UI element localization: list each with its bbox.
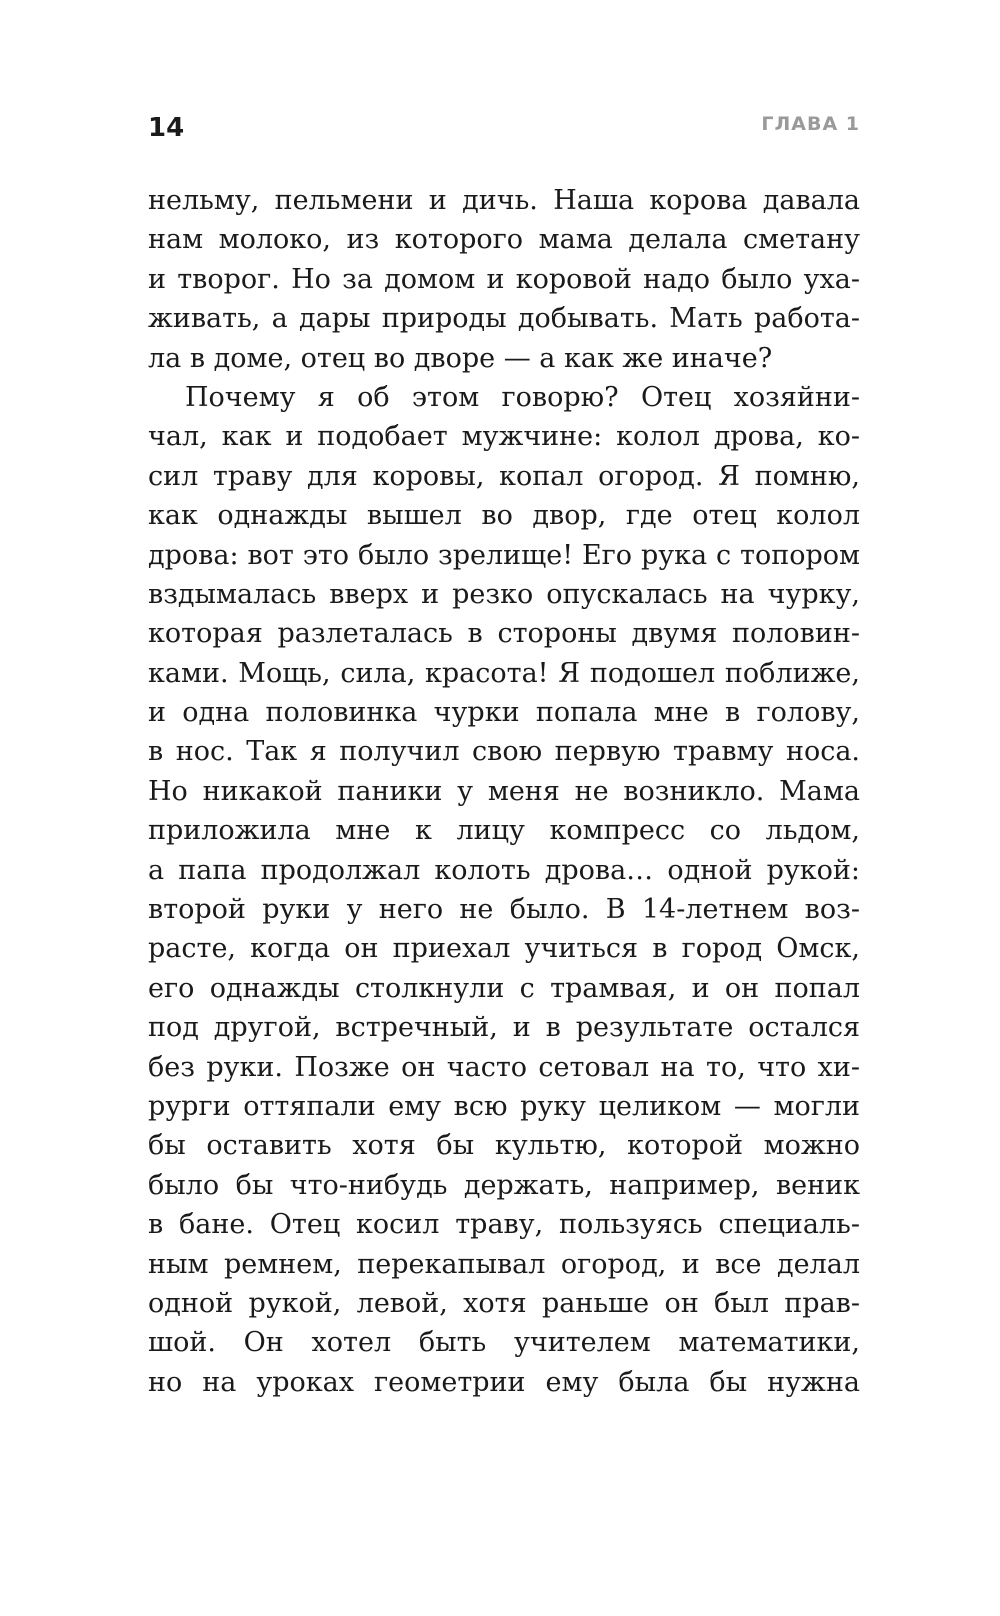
paragraph [148,181,860,378]
paragraph [148,378,860,1402]
text-line: сил траву для коровы, копал огород. Я помню, [148,460,860,492]
text-line: приложила мне к лицу компресс со льдом, [148,815,860,847]
text-line: живать, а дары природы добывать. Мать работа- [148,303,860,335]
text-line: Но никакой паники у меня не возникло. Мама [148,775,860,807]
text-line: ками. Мощь, сила, красота! Я подошел поближе, [148,657,860,689]
text-line: рурги оттяпали ему всю руку целиком — могли [148,1090,860,1122]
text-line: нам молоко, из которого мама делала сметану [148,224,860,256]
text-line: которая разлеталась в стороны двумя половин- [148,618,860,650]
text-line: дрова: вот это было зрелище! Его рука с топором [148,539,860,571]
text-line: было бы что-нибудь держать, например, веник [148,1169,860,1201]
body-text [148,181,860,1402]
page-number: 14 [148,113,185,143]
text-line: бы оставить хотя бы культю, которой можно [148,1130,860,1162]
text-line: а папа продолжал колоть дрова… одной рукой: [148,854,860,886]
chapter-label: ГЛАВА 1 [761,113,860,135]
text-line: вздымалась вверх и резко опускалась на чурку, [148,578,860,610]
text-line: расте, когда он приехал учиться в город Омск, [148,933,860,965]
text-line: ла в доме, отец во дворе — а как же иначе? [148,342,773,374]
page-header [148,108,860,148]
text-line: второй руки у него не было. В 14-летнем воз- [148,894,860,926]
text-line: Почему я об этом говорю? Отец хозяйни- [185,381,860,413]
text-line: под другой, встречный, и в результате остался [148,1012,860,1044]
text-line: одной рукой, левой, хотя раньше он был прав- [148,1287,860,1319]
text-line: в нос. Так я получил свою первую травму носа. [148,736,860,768]
text-line: но на уроках геометрии ему была бы нужна [148,1366,860,1398]
text-line: в бане. Отец косил траву, пользуясь специаль- [148,1209,860,1241]
text-line: и творог. Но за домом и коровой надо было уха- [148,263,860,295]
text-line: шой. Он хотел быть учителем математики, [148,1327,860,1359]
text-line: его однажды столкнули с трамвая, и он попал [148,972,860,1004]
text-line: как однажды вышел во двор, где отец колол [148,500,860,532]
text-line: и одна половинка чурки попала мне в голову, [148,697,860,729]
text-line: чал, как и подобает мужчине: колол дрова, ко- [148,421,860,453]
text-line: ным ремнем, перекапывал огород, и все делал [148,1248,860,1280]
text-line: нельму, пельмени и дичь. Наша корова давала [148,185,860,216]
text-line: без руки. Позже он часто сетовал на то, что хи- [148,1051,860,1083]
